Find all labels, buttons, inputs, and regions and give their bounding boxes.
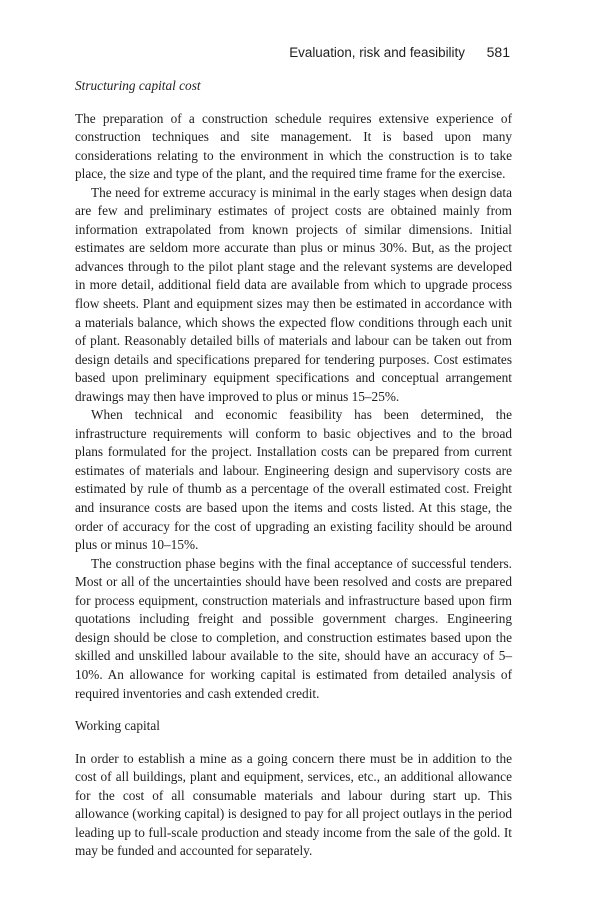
paragraph: In order to establish a mine as a going concern there must be in addition to the cost of all buildings, plant and equipment, services, etc., an additional allowance for the cost of all consumable materials and labour during start up. This allowance (working capital) is designed to pay for all project outlays in the period leading up to full-scale production and steady income from the sale of the gold. It may be funded and accounted for separately. xyxy=(75,750,512,859)
section-heading: Working capital xyxy=(75,718,160,734)
section-heading: Structuring capital cost xyxy=(75,78,201,93)
page-number: 581 xyxy=(486,44,510,60)
running-header xyxy=(75,43,510,62)
paragraph: The construction phase begins with the final acceptance of successful tenders. Most or all of the uncertainties should have been resolved and costs are prepared for process equipment, construction materials and infrastructure based upon firm quotations including freight and possible government charges. Engineering design should be close to completion, and construction estimates based upon the skilled and unskilled labour available to the site, should have an accuracy of 5–10%. An allowance for working capital is estimated from detailed analysis of required inventories and cash extended credit. xyxy=(75,555,512,701)
paragraph: The need for extreme accuracy is minimal in the early stages when design data are few and preliminary estimates of project costs are obtained mainly from information extrapolated from known projects of similar dimensions. Initial estimates are seldom more accurate than plus or minus 30%. But, as the project advances through to the pilot plant stage and the relevant systems are developed in more detail, additional field data are available from which to upgrade process flow sheets. Plant and equipment sizes may then be estimated in accordance with a materials balance, which shows the expected flow conditions through each unit of plant. Reasonably detailed bills of materials and labour can be taken out from design details and specifications prepared for tendering purposes. Cost estimates based upon preliminary equipment specifications and conceptual arrangement drawings may then have improved to plus or minus 15–25%. xyxy=(75,184,512,404)
paragraph: The preparation of a construction schedule requires extensive experience of construction techniques and site management. It is based upon many considerations relating to the environment in which the construction is to take place, the size and type of the plant, and the required time frame for the exercise. xyxy=(75,110,512,182)
page-body xyxy=(75,77,512,861)
paragraph: When technical and economic feasibility has been determined, the infrastructure requirements will conform to basic objectives and to the broad plans formulated for the project. Installation costs can be prepared from current estimates of materials and labour. Engineering design and supervisory costs are estimated by rule of thumb as a percentage of the overall estimated cost. Freight and insurance costs are based upon the items and costs listed. At this stage, the order of accuracy for the cost of upgrading an existing facility should be around plus or minus 10–15%. xyxy=(75,407,512,553)
section-working-capital xyxy=(75,717,512,861)
running-title: Evaluation, risk and feasibility xyxy=(289,45,465,60)
section-spacer xyxy=(75,703,512,717)
section-structuring-capital-cost xyxy=(75,77,512,703)
